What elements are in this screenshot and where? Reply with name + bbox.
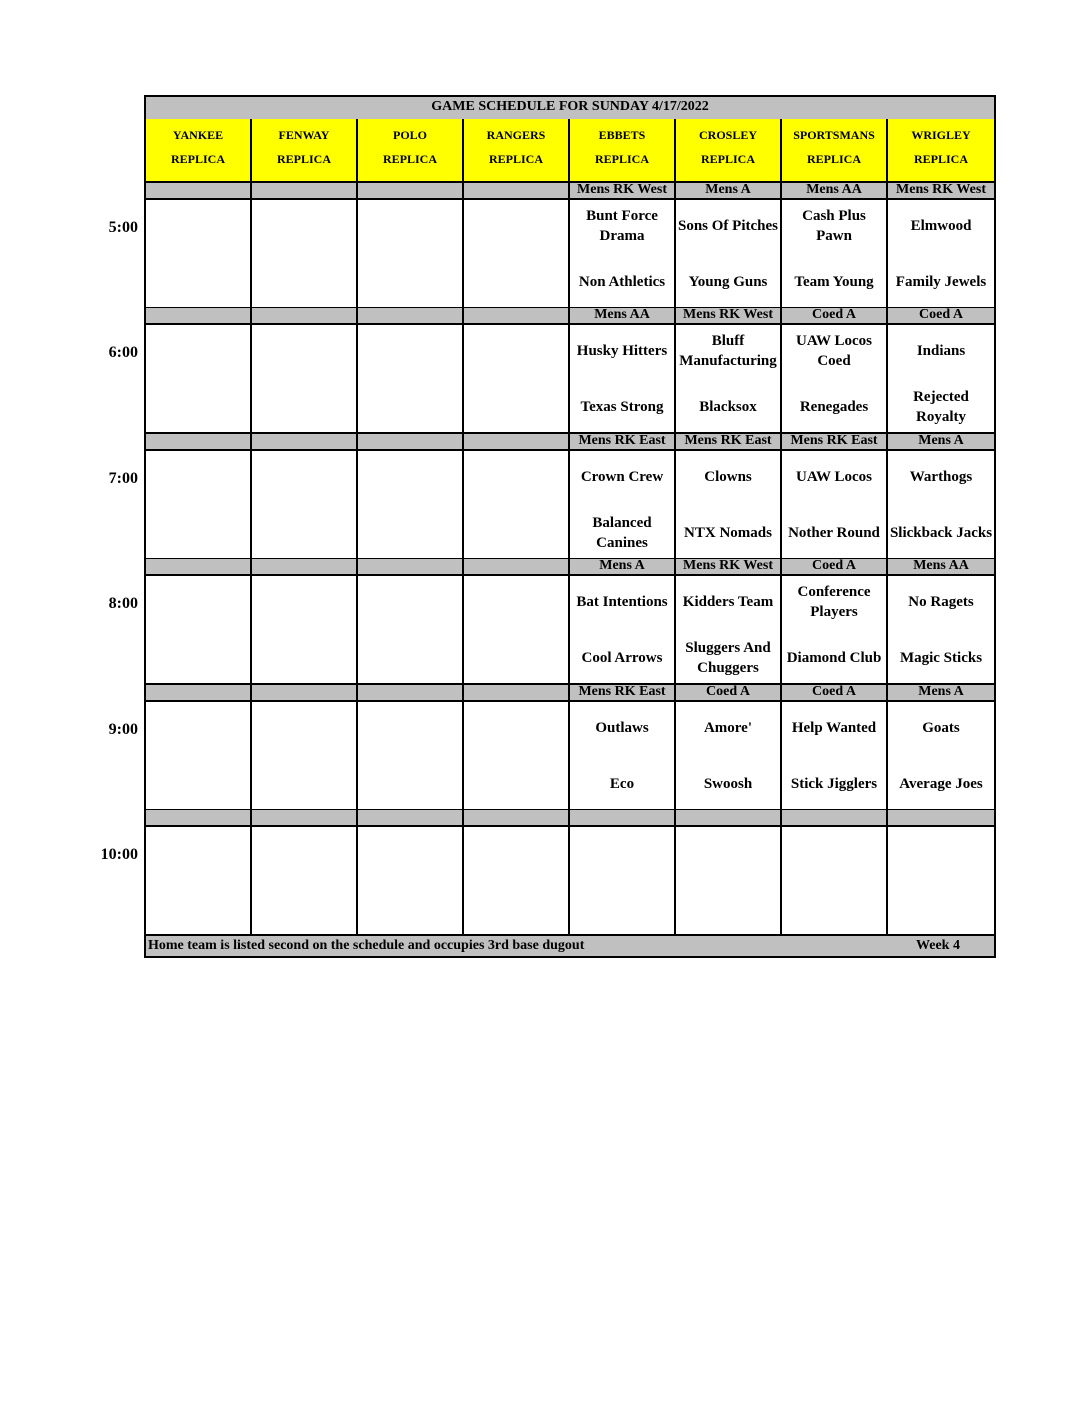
time-label: 10:00 [100, 846, 138, 863]
division-label: Mens RK East [676, 434, 782, 451]
game-cell [570, 200, 676, 309]
home-team: Stick Jigglers [790, 775, 878, 792]
away-team: Cash Plus Pawn [802, 208, 866, 244]
division-label [888, 810, 994, 827]
home-team: Magic Sticks [899, 650, 983, 667]
division-row [146, 810, 994, 827]
home-team: Blacksox [699, 399, 757, 416]
away-team: Outlaws [595, 719, 649, 736]
division-label [358, 308, 464, 325]
division-label: Mens A [888, 685, 994, 702]
division-label [146, 308, 252, 325]
game-cell [570, 827, 676, 936]
game-cell [782, 702, 888, 811]
field-name: WRIGLEY [911, 128, 971, 142]
division-label [676, 810, 782, 827]
division-label [252, 559, 358, 576]
division-label [146, 183, 252, 200]
division-label [252, 183, 358, 200]
field-name: FENWAY [278, 128, 330, 142]
time-label: 5:00 [108, 219, 138, 236]
game-cell [570, 576, 676, 685]
schedule-title: GAME SCHEDULE FOR SUNDAY 4/17/2022 [146, 97, 994, 121]
division-label [358, 559, 464, 576]
game-cell [888, 827, 994, 936]
schedule-table [144, 95, 996, 958]
home-team-note: Home team is listed second on the schedule and occupies 3rd base dugout [148, 938, 585, 953]
game-cell [676, 827, 782, 936]
home-team: Young Guns [688, 274, 768, 290]
division-label: Mens RK East [570, 685, 676, 702]
field-header-crosley [676, 119, 782, 183]
field-sub: REPLICA [700, 152, 755, 166]
field-name: EBBETS [598, 128, 646, 142]
away-team: Indians [916, 343, 966, 360]
division-label: Coed A [676, 685, 782, 702]
away-team: Bluff Manufacturing [679, 333, 777, 370]
division-row [146, 559, 994, 576]
time-label: 7:00 [108, 469, 138, 487]
field-header-rangers [464, 119, 570, 183]
division-label [358, 685, 464, 702]
home-team: Cool Arrows [581, 650, 663, 667]
game-cell [782, 827, 888, 936]
game-cell [782, 451, 888, 560]
division-label [252, 685, 358, 702]
field-header-wrigley [888, 119, 994, 183]
home-team: Diamond Club [786, 650, 882, 667]
field-sub: REPLICA [170, 152, 225, 166]
field-header-row [146, 119, 994, 183]
game-cell [782, 200, 888, 309]
away-team: Husky Hitters [576, 343, 668, 360]
field-header-sportsmans [782, 119, 888, 183]
division-label [464, 559, 570, 576]
game-cell [146, 200, 252, 309]
game-cell [464, 702, 570, 811]
field-name: YANKEE [172, 128, 224, 142]
game-cell [252, 576, 358, 685]
division-label: Mens AA [888, 559, 994, 576]
home-team: Slickback Jacks [889, 524, 993, 541]
division-label [782, 810, 888, 827]
game-cell [676, 451, 782, 560]
game-cell [464, 451, 570, 560]
away-team: Bunt Force Drama [586, 208, 658, 244]
away-team: Clowns [704, 468, 752, 485]
game-cell [464, 325, 570, 434]
division-label [146, 810, 252, 827]
away-team: Kidders Team [682, 594, 774, 611]
division-label [252, 434, 358, 451]
game-cell [888, 325, 994, 434]
game-row [146, 200, 994, 309]
game-cell [146, 827, 252, 936]
division-label [358, 434, 464, 451]
game-cell [358, 200, 464, 309]
division-label [146, 685, 252, 702]
time-label: 8:00 [108, 595, 138, 613]
field-sub: REPLICA [594, 152, 649, 166]
game-cell [570, 325, 676, 434]
game-cell [888, 576, 994, 685]
game-cell [146, 451, 252, 560]
home-team: Swoosh [703, 775, 753, 792]
field-name: CROSLEY [698, 128, 757, 142]
home-team: Balanced Canines [592, 514, 652, 551]
game-cell [358, 827, 464, 936]
division-label [464, 183, 570, 200]
away-team: Goats [922, 719, 960, 736]
game-cell [888, 200, 994, 309]
game-row [146, 827, 994, 936]
game-cell [252, 451, 358, 560]
home-team: Average Joes [899, 775, 983, 792]
home-team: Team Young [794, 274, 874, 290]
game-cell [146, 576, 252, 685]
game-cell [252, 702, 358, 811]
field-name: SPORTSMANS [793, 128, 875, 142]
home-team: Sluggers And Chuggers [685, 640, 771, 677]
game-cell [464, 827, 570, 936]
away-team: Warthogs [909, 468, 973, 485]
game-cell [676, 576, 782, 685]
division-label: Mens RK West [676, 559, 782, 576]
game-row [146, 702, 994, 811]
division-label: Mens RK West [676, 308, 782, 325]
home-team: Non Athletics [578, 274, 666, 290]
game-cell [358, 702, 464, 811]
division-label [464, 434, 570, 451]
division-label: Coed A [782, 685, 888, 702]
game-cell [888, 702, 994, 811]
away-team: Crown Crew [580, 468, 664, 485]
division-row [146, 183, 994, 200]
home-team: NTX Nomads [684, 524, 772, 541]
field-sub: REPLICA [382, 152, 437, 166]
home-team: Family Jewels [895, 274, 987, 290]
away-team: Sons Of Pitches [677, 218, 778, 234]
footer-bar [146, 936, 994, 956]
game-cell [888, 451, 994, 560]
division-label: Coed A [782, 559, 888, 576]
game-cell [782, 576, 888, 685]
away-team: No Ragets [908, 594, 974, 611]
division-label [252, 308, 358, 325]
division-label: Mens AA [570, 308, 676, 325]
division-label [464, 308, 570, 325]
away-team: UAW Locos [796, 468, 872, 485]
division-label: Mens A [676, 183, 782, 200]
division-label [146, 559, 252, 576]
home-team: Rejected Royalty [913, 389, 969, 426]
division-label: Mens RK West [888, 183, 994, 200]
game-row [146, 576, 994, 685]
field-name: RANGERS [486, 128, 546, 142]
division-row [146, 685, 994, 702]
division-label [358, 183, 464, 200]
division-label [358, 810, 464, 827]
field-header-yankee [146, 119, 252, 183]
away-team: Help Wanted [791, 719, 877, 736]
game-cell [252, 200, 358, 309]
game-cell [464, 200, 570, 309]
field-header-polo [358, 119, 464, 183]
division-label: Mens RK East [570, 434, 676, 451]
home-team: Renegades [799, 399, 869, 416]
game-cell [358, 451, 464, 560]
field-sub: REPLICA [913, 152, 968, 166]
game-cell [464, 576, 570, 685]
division-label: Coed A [888, 308, 994, 325]
time-label: 9:00 [108, 720, 138, 738]
field-sub: REPLICA [276, 152, 331, 166]
field-header-ebbets [570, 119, 676, 183]
division-label [464, 810, 570, 827]
away-team: UAW Locos Coed [796, 333, 872, 370]
away-team: Bat Intentions [576, 594, 668, 611]
division-label [252, 810, 358, 827]
game-row [146, 451, 994, 560]
game-cell [358, 576, 464, 685]
division-label: Mens A [570, 559, 676, 576]
away-team: Elmwood [910, 218, 972, 234]
game-cell [146, 325, 252, 434]
game-cell [676, 200, 782, 309]
week-label: Week 4 [916, 938, 960, 953]
home-team: Texas Strong [580, 399, 664, 416]
away-team: Conference Players [797, 584, 871, 621]
division-label [570, 810, 676, 827]
home-team: Nother Round [788, 524, 880, 541]
division-label [146, 434, 252, 451]
division-label: Mens A [888, 434, 994, 451]
game-cell [252, 827, 358, 936]
field-sub: REPLICA [488, 152, 543, 166]
field-name: POLO [392, 128, 427, 142]
division-label: Coed A [782, 308, 888, 325]
game-row [146, 325, 994, 434]
field-sub: REPLICA [806, 152, 861, 166]
game-cell [570, 702, 676, 811]
game-cell [676, 325, 782, 434]
division-label [464, 685, 570, 702]
game-cell [252, 325, 358, 434]
game-cell [570, 451, 676, 560]
division-row [146, 308, 994, 325]
division-label: Mens RK East [782, 434, 888, 451]
time-label: 6:00 [108, 344, 138, 362]
field-header-fenway [252, 119, 358, 183]
away-team: Amore' [703, 719, 753, 736]
division-label: Mens AA [782, 183, 888, 200]
home-team: Eco [609, 775, 635, 792]
division-label: Mens RK West [570, 183, 676, 200]
division-row [146, 434, 994, 451]
game-cell [782, 325, 888, 434]
game-cell [358, 325, 464, 434]
game-cell [676, 702, 782, 811]
game-cell [146, 702, 252, 811]
